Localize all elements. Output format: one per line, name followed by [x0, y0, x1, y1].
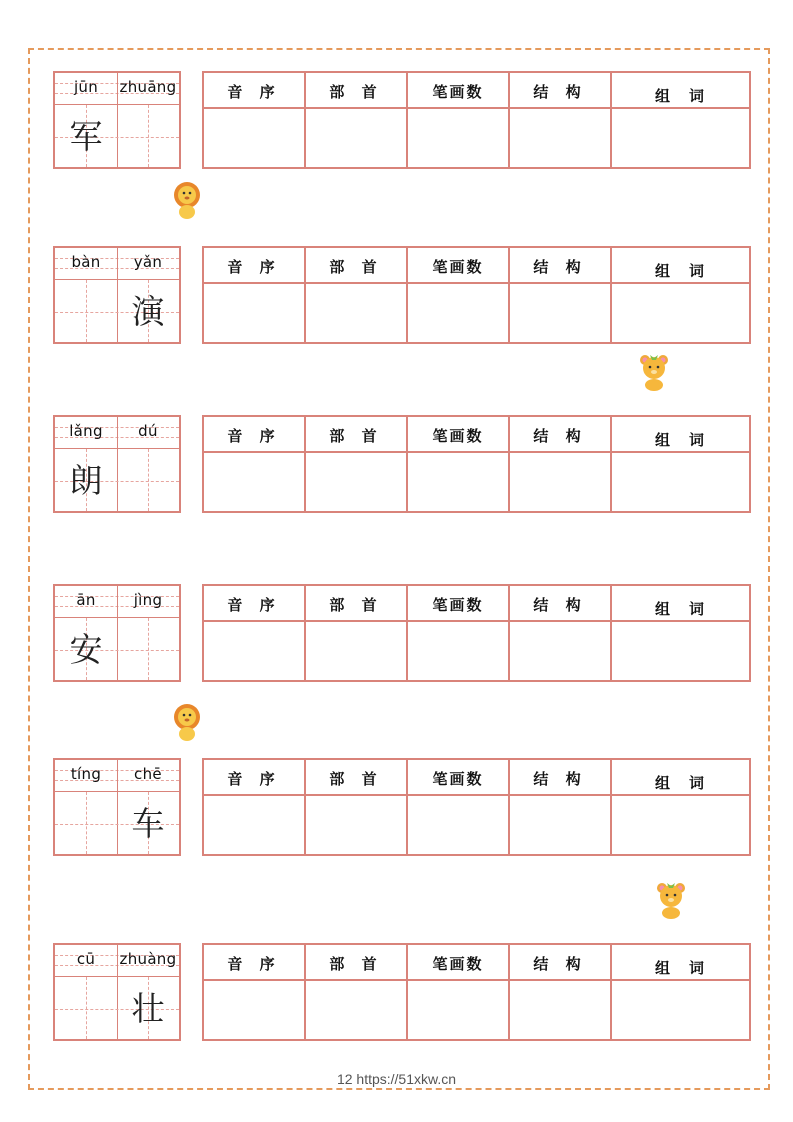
- header-bihuashu: 笔画数: [432, 258, 484, 276]
- header-bihuashu: 笔画数: [432, 427, 484, 445]
- analysis-table: [202, 584, 751, 682]
- pinyin-left: ān: [76, 591, 96, 609]
- header-bushou: 部 首: [329, 955, 383, 973]
- header-jiegou: 结 构: [533, 955, 587, 973]
- header-zuci: 组 词: [654, 431, 706, 449]
- analysis-table: [202, 415, 751, 513]
- tianzi-grid: [53, 943, 181, 1041]
- header-bushou: 部 首: [329, 770, 383, 788]
- character-row: [0, 758, 793, 858]
- header-yinxu: 音 序: [227, 596, 281, 614]
- tianzi-grid: [53, 246, 181, 344]
- tianzi-grid: [53, 584, 181, 682]
- character-row: [0, 584, 793, 684]
- header-yinxu: 音 序: [227, 955, 281, 973]
- lion-sticker-icon: [170, 702, 204, 742]
- tianzi-grid: [53, 415, 181, 513]
- pinyin-right: yǎn: [133, 253, 163, 271]
- character-row: [0, 71, 793, 171]
- hanzi-right: 壮: [131, 989, 165, 1028]
- character-row: [0, 415, 793, 515]
- bear-sticker-icon: [637, 352, 671, 392]
- pinyin-right: zhuàng: [119, 950, 177, 968]
- header-bushou: 部 首: [329, 427, 383, 445]
- hanzi-right: 演: [131, 292, 165, 331]
- tianzi-grid: [53, 71, 181, 169]
- pinyin-right: dú: [138, 422, 158, 440]
- header-bushou: 部 首: [329, 83, 383, 101]
- pinyin-left: cū: [76, 950, 96, 968]
- analysis-table: [202, 943, 751, 1041]
- header-jiegou: 结 构: [533, 427, 587, 445]
- header-bihuashu: 笔画数: [432, 770, 484, 788]
- bear-sticker-icon: [654, 880, 688, 920]
- hanzi-left: 军: [69, 117, 103, 156]
- header-yinxu: 音 序: [227, 258, 281, 276]
- header-zuci: 组 词: [654, 959, 706, 977]
- pinyin-right: chē: [134, 765, 162, 783]
- header-bushou: 部 首: [329, 258, 383, 276]
- pinyin-right: zhuāng: [119, 78, 177, 96]
- header-zuci: 组 词: [654, 262, 706, 280]
- header-bushou: 部 首: [329, 596, 383, 614]
- hanzi-left: 安: [69, 630, 103, 669]
- hanzi-left: 朗: [69, 461, 103, 500]
- page-footer: 12 https://51xkw.cn: [336, 1071, 457, 1087]
- header-jiegou: 结 构: [533, 258, 587, 276]
- header-jiegou: 结 构: [533, 596, 587, 614]
- header-jiegou: 结 构: [533, 83, 587, 101]
- page-frame: [28, 48, 770, 1090]
- pinyin-left: lǎng: [69, 422, 103, 440]
- pinyin-left: tíng: [70, 765, 102, 783]
- header-jiegou: 结 构: [533, 770, 587, 788]
- header-yinxu: 音 序: [227, 427, 281, 445]
- character-row: [0, 246, 793, 346]
- header-zuci: 组 词: [654, 774, 706, 792]
- character-row: [0, 943, 793, 1043]
- pinyin-right: jìng: [133, 591, 163, 609]
- header-zuci: 组 词: [654, 600, 706, 618]
- header-bihuashu: 笔画数: [432, 955, 484, 973]
- header-bihuashu: 笔画数: [432, 83, 484, 101]
- hanzi-right: 车: [131, 804, 165, 843]
- pinyin-left: bàn: [71, 253, 101, 271]
- analysis-table: [202, 758, 751, 856]
- header-yinxu: 音 序: [227, 770, 281, 788]
- tianzi-grid: [53, 758, 181, 856]
- pinyin-left: jūn: [73, 78, 99, 96]
- header-zuci: 组 词: [654, 87, 706, 105]
- analysis-table: [202, 71, 751, 169]
- lion-sticker-icon: [170, 180, 204, 220]
- analysis-table: [202, 246, 751, 344]
- header-bihuashu: 笔画数: [432, 596, 484, 614]
- header-yinxu: 音 序: [227, 83, 281, 101]
